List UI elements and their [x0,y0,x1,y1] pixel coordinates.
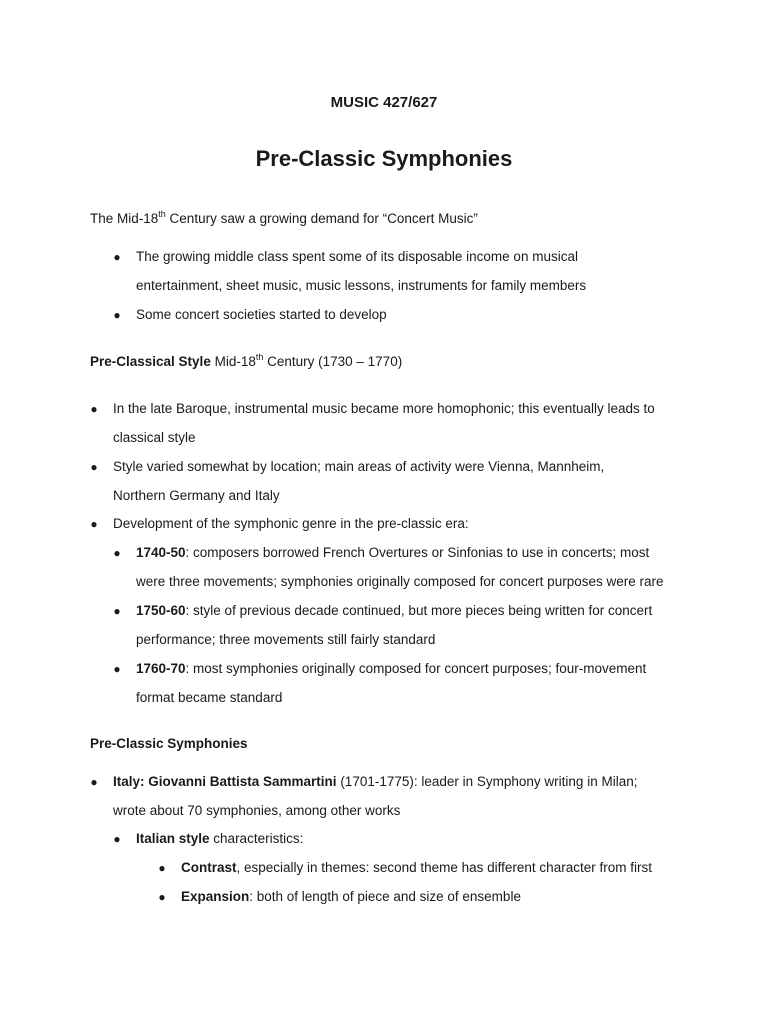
bullet-icon: ● [113,546,121,560]
course-code: MUSIC 427/627 [330,94,438,111]
section-heading-symphonies: Pre-Classic Symphonies [90,736,248,751]
bullet-icon: ● [113,662,121,676]
list-item: The growing middle class spent some of its disposable income on musical [136,249,578,264]
sub-list-item: 1740-50: composers borrowed French Overtures or Sinfonias to use in concerts; most [136,545,650,560]
page-title: Pre-Classic Symphonies [255,146,513,171]
list-item: Development of the symphonic genre in the pre-classic era: [113,516,469,531]
bullet-icon: ● [113,308,121,322]
bullet-icon: ● [90,775,98,789]
list-item-continued: Northern Germany and Italy [113,488,280,503]
list-item-continued: classical style [113,430,196,445]
list-item: Style varied somewhat by location; main areas of activity were Vienna, Mannheim, [113,459,605,474]
list-item: Italy: Giovanni Battista Sammartini (1701-1775): leader in Symphony writing in Milan; [113,774,638,789]
list-item-continued: wrote about 70 symphonies, among other works [113,803,401,818]
list-item-continued: entertainment, sheet music, music lessons, instruments for family members [136,278,587,293]
section-heading-style: Pre-Classical Style Mid-18th Century (1730 – 1770) [90,352,403,369]
sub-list-item-continued: format became standard [136,690,283,705]
sub-list-item-continued: were three movements; symphonies originally composed for concert purposes were rare [136,574,664,589]
list-item: In the late Baroque, instrumental music became more homophonic; this eventually leads to [113,401,655,416]
sub-sub-list-item: Expansion: both of length of piece and size of ensemble [181,889,521,904]
sub-sub-list-item: Contrast, especially in themes: second theme has different character from first [181,860,652,875]
list-item: Some concert societies started to develop [136,307,387,322]
bullet-icon: ● [113,604,121,618]
bullet-icon: ● [113,250,121,264]
intro-sentence: The Mid-18th Century saw a growing demand for “Concert Music” [90,209,478,226]
bullet-icon: ● [113,832,121,846]
bullet-icon: ● [158,861,166,875]
sub-list-item: 1750-60: style of previous decade continued, but more pieces being written for concert [136,603,653,618]
sub-list-item: 1760-70: most symphonies originally composed for concert purposes; four-movement [136,661,647,676]
bullet-icon: ● [90,460,98,474]
bullet-icon: ● [90,517,98,531]
bullet-icon: ● [158,890,166,904]
sub-list-item-continued: performance; three movements still fairly standard [136,632,436,647]
sub-list-item: Italian style characteristics: [136,831,304,846]
bullet-icon: ● [90,402,98,416]
